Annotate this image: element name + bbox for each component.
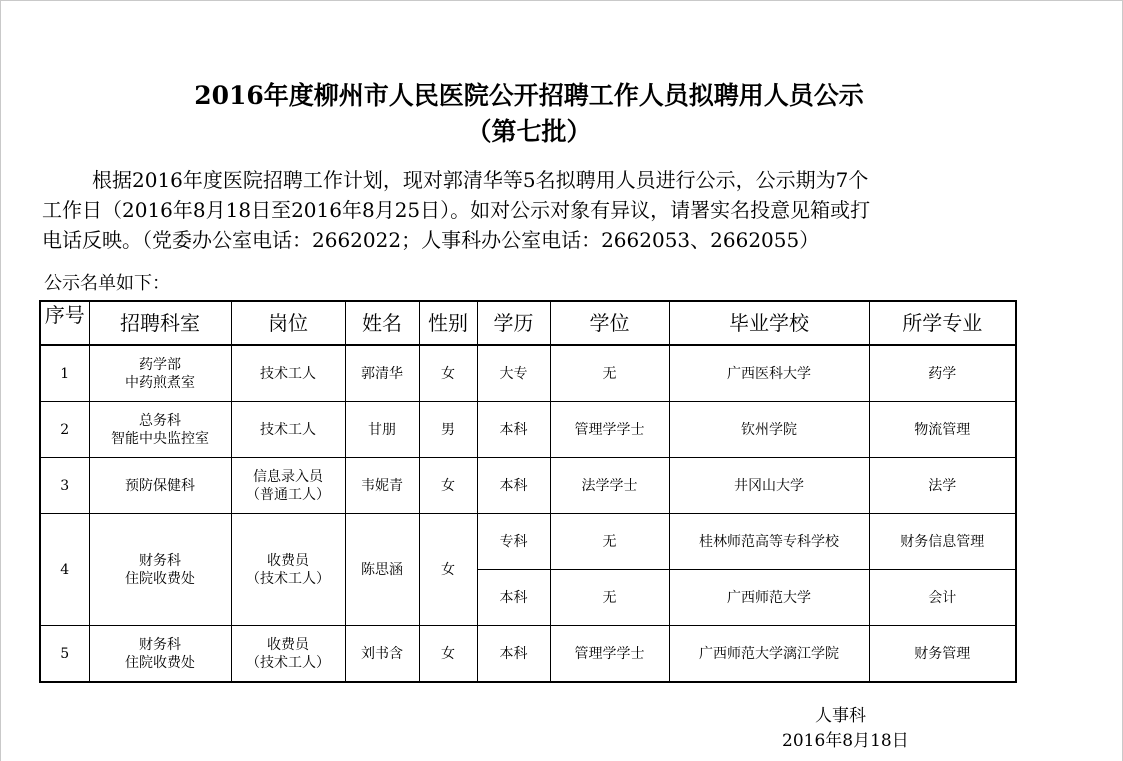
cell-school: 广西师范大学	[669, 570, 869, 626]
cell-dept	[89, 402, 231, 458]
header-name: 姓名	[345, 301, 419, 345]
page-border-top	[0, 0, 1123, 1]
cell-dept	[89, 626, 231, 683]
list-label: 公示名单如下：	[44, 273, 170, 294]
cell-name: 陈思涵	[345, 514, 419, 626]
cell-major: 财务信息管理	[869, 514, 1016, 570]
cell-edu: 本科	[477, 402, 550, 458]
cell-gender: 女	[419, 626, 477, 683]
header-edu: 学历	[477, 301, 550, 345]
cell-name: 刘书含	[345, 626, 419, 683]
cell-post: 技术工人	[231, 345, 345, 402]
cell-seq: 3	[40, 458, 89, 514]
cell-edu: 本科	[477, 626, 550, 683]
cell-seq: 4	[40, 514, 89, 626]
cell-dept-line2: 中药煎煮室	[125, 374, 195, 391]
cell-gender: 女	[419, 514, 477, 626]
intro-paragraph	[42, 165, 1032, 255]
table-row	[40, 345, 1016, 402]
cell-dept	[89, 514, 231, 626]
cell-dept: 预防保健科	[89, 458, 231, 514]
cell-dept-line2: 住院收费处	[125, 570, 195, 587]
cell-edu: 本科	[477, 570, 550, 626]
cell-school: 广西师范大学漓江学院	[669, 626, 869, 683]
cell-degree: 无	[550, 345, 669, 402]
document-subtitle: （第七批）	[466, 117, 592, 146]
cell-post-line1: 收费员	[267, 552, 309, 569]
cell-degree: 无	[550, 570, 669, 626]
cell-dept-line2: 住院收费处	[125, 654, 195, 671]
cell-gender: 男	[419, 402, 477, 458]
table-row	[40, 514, 1016, 570]
cell-post-line2: （普通工人）	[246, 486, 330, 503]
cell-post	[231, 458, 345, 514]
cell-seq: 2	[40, 402, 89, 458]
intro-line-1-text: 根据2016年度医院招聘工作计划，现对郭清华等5名拟聘用人员进行公示，公示期为7个	[92, 168, 869, 192]
cell-gender: 女	[419, 345, 477, 402]
cell-dept-line2: 智能中央监控室	[111, 430, 209, 447]
intro-line-1	[42, 165, 1032, 195]
intro-line-2: 工作日（2016年8月18日至2016年8月25日）。如对公示对象有异议，请署实名投意见箱或打	[42, 198, 871, 222]
table-row	[40, 402, 1016, 458]
cell-dept-line1: 总务科	[139, 412, 181, 429]
cell-degree: 法学学士	[550, 458, 669, 514]
cell-post	[231, 626, 345, 683]
cell-edu: 本科	[477, 458, 550, 514]
table-row	[40, 458, 1016, 514]
signature-date: 2016年8月18日	[782, 731, 909, 751]
cell-major: 财务管理	[869, 626, 1016, 683]
header-dept: 招聘科室	[89, 301, 231, 345]
cell-major: 会计	[869, 570, 1016, 626]
header-post: 岗位	[231, 301, 345, 345]
signature-department: 人事科	[815, 706, 866, 726]
cell-degree: 管理学学士	[550, 402, 669, 458]
cell-school: 广西医科大学	[669, 345, 869, 402]
header-major: 所学专业	[869, 301, 1016, 345]
cell-name: 甘朋	[345, 402, 419, 458]
cell-degree: 管理学学士	[550, 626, 669, 683]
cell-post	[231, 514, 345, 626]
cell-post-line1: 收费员	[267, 636, 309, 653]
cell-dept-line1: 财务科	[139, 552, 181, 569]
cell-dept	[89, 345, 231, 402]
cell-name: 郭清华	[345, 345, 419, 402]
cell-major: 药学	[869, 345, 1016, 402]
intro-line-3: 电话反映。（党委办公室电话：2662022；人事科办公室电话：2662053、2662055）	[42, 228, 820, 252]
page-border-left	[0, 0, 1, 761]
cell-school: 桂林师范高等专科学校	[669, 514, 869, 570]
cell-degree: 无	[550, 514, 669, 570]
cell-edu: 专科	[477, 514, 550, 570]
cell-major: 物流管理	[869, 402, 1016, 458]
cell-school: 井冈山大学	[669, 458, 869, 514]
cell-seq: 1	[40, 345, 89, 402]
cell-post: 技术工人	[231, 402, 345, 458]
cell-seq: 5	[40, 626, 89, 683]
table-row	[40, 626, 1016, 683]
table-header-row	[40, 301, 1016, 345]
cell-major: 法学	[869, 458, 1016, 514]
header-seq: 序号	[40, 301, 89, 345]
cell-post-line1: 信息录入员	[253, 468, 323, 485]
cell-edu: 大专	[477, 345, 550, 402]
cell-dept-line1: 药学部	[139, 356, 181, 373]
header-school: 毕业学校	[669, 301, 869, 345]
cell-dept-line1: 财务科	[139, 636, 181, 653]
cell-post-line2: （技术工人）	[246, 570, 330, 587]
candidate-table	[39, 300, 1017, 683]
header-gender: 性别	[419, 301, 477, 345]
cell-post-line2: （技术工人）	[246, 654, 330, 671]
document-title: 2016年度柳州市人民医院公开招聘工作人员拟聘用人员公示	[194, 81, 864, 110]
cell-name: 韦妮青	[345, 458, 419, 514]
header-degree: 学位	[550, 301, 669, 345]
cell-school: 钦州学院	[669, 402, 869, 458]
cell-gender: 女	[419, 458, 477, 514]
